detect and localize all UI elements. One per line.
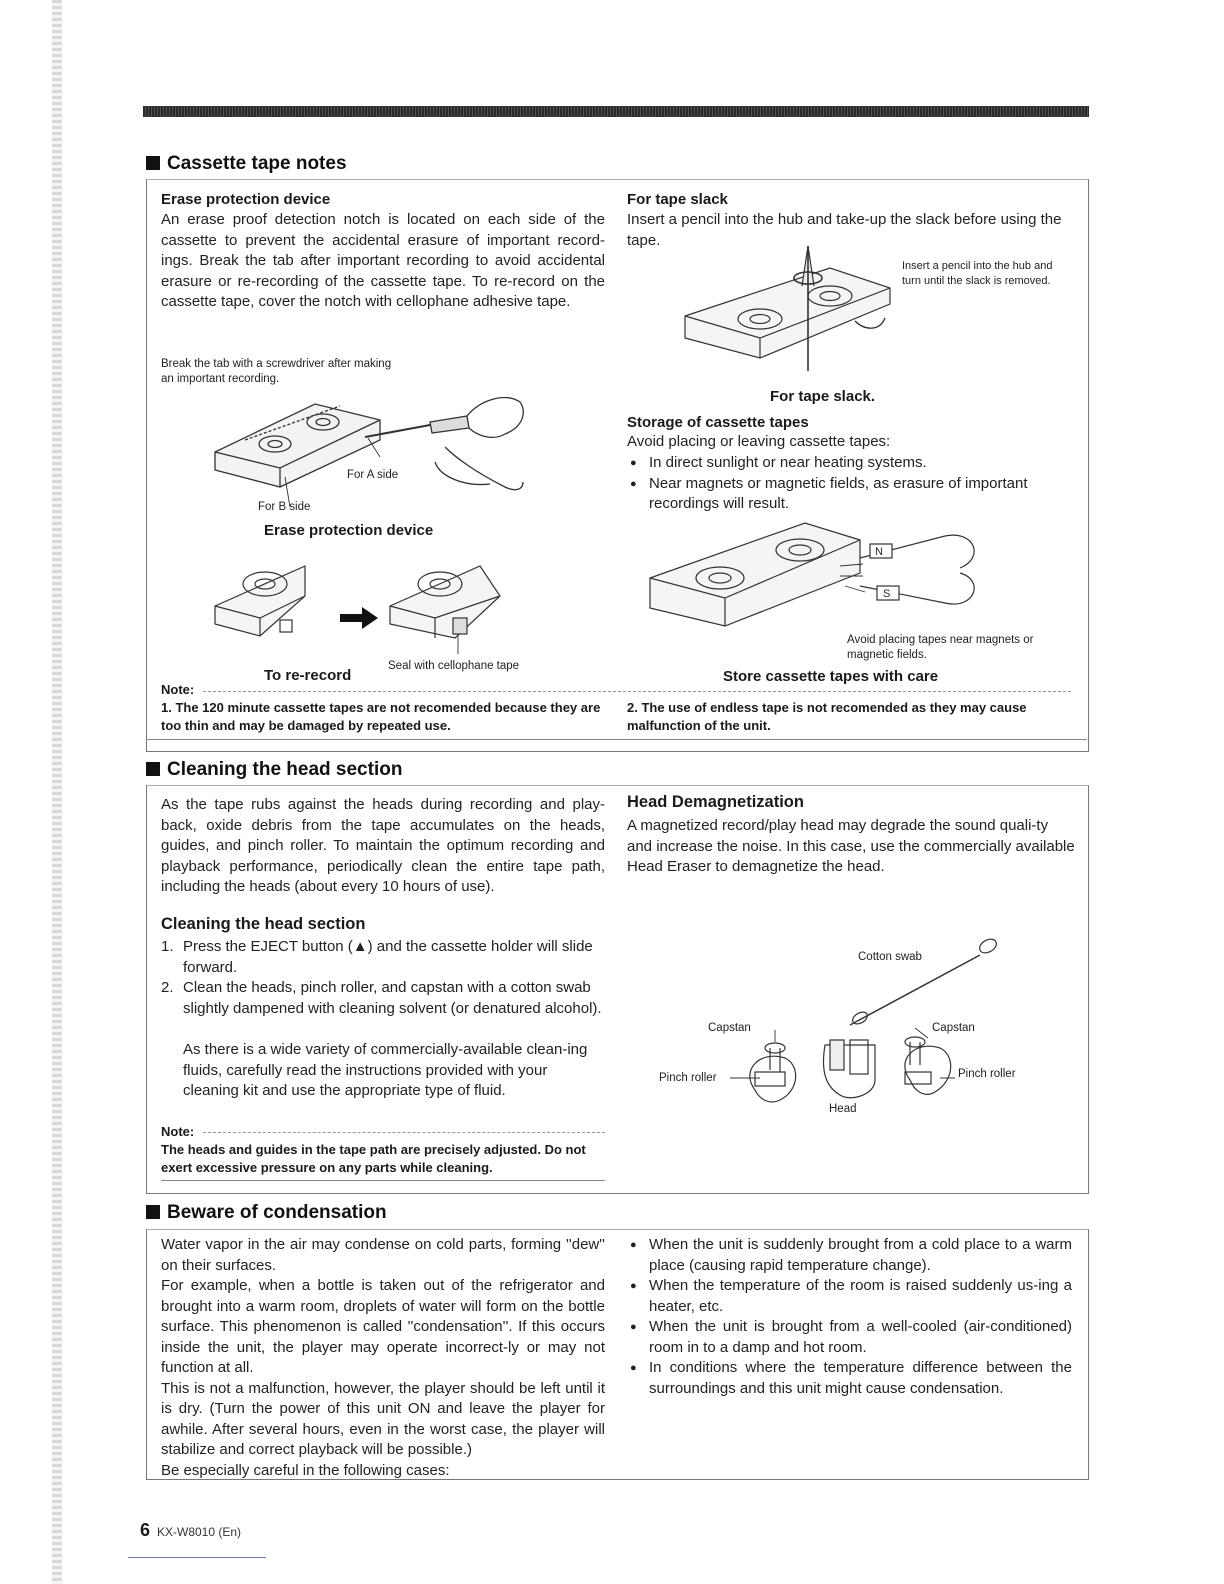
slack-illustration (680, 246, 910, 374)
erase-tab-illustration (205, 392, 535, 507)
condensation-para-1: Water vapor in the air may condense on cold parts, forming ''dew'' on their surfaces. (161, 1236, 605, 1274)
cleaning-extra: As there is a wide variety of commercially-available clean-ing fluids, carefully read the instructions provided with your cleaning kit and use the appropriate type of fluid. (183, 1041, 588, 1099)
condensation-para-2: For example, when a bottle is taken out of the refrigerator and brought into a warm room, droplets of water will form on the bottle surface. This phenomenon is called ''condensation''. If this occurs inside the unit, the player may operate incorrect-ly or may not function at all. (161, 1277, 605, 1376)
condensation-para-4: Be especially careful in the following cases: (161, 1461, 450, 1479)
slack-fig-title: For tape slack. (770, 388, 876, 405)
page-number: 6 (140, 1520, 151, 1540)
note-divider (203, 691, 1071, 692)
section-bullet-icon (146, 156, 160, 170)
step-1 (161, 937, 605, 978)
slack-text: Insert a pencil into the hub and take-up the slack before using the tape. (627, 211, 1062, 249)
model-number: KX-W8010 (En) (157, 1525, 242, 1539)
step-text: Press the EJECT button (▲) and the cassette holder will slide forward. (183, 938, 593, 976)
erase-fig-title: Erase protection device (264, 522, 434, 539)
condensation-para-3: This is not a malfunction, however, the player should be left until it is dry. (Turn the power of this unit ON and leave the player for awhile. After several hours, even in the worst case, the player will stabilize and correct playback will be possible.) (161, 1379, 605, 1458)
magnet-illustration (645, 518, 990, 633)
label-pinch-roller-right: Pinch roller (958, 1068, 1016, 1080)
scan-edge (52, 0, 62, 1584)
label-for-a-side: For A side (347, 469, 399, 481)
cleaning-note-text: The heads and guides in the tape path are precisely adjusted. Do not exert excessive pressure on any parts while cleaning. (161, 1142, 586, 1175)
note-bottom-rule (161, 1180, 605, 1181)
header-bar (143, 106, 1089, 117)
label-cotton-swab: Cotton swab (858, 951, 922, 963)
slack-fig-caption: Insert a pencil into the hub and turn until the slack is removed. (902, 260, 1053, 287)
erase-fig-caption: Break the tab with a screwdriver after making an important recording. (161, 358, 392, 385)
step-number: 1. (161, 938, 174, 955)
rerecord-illustration (210, 546, 510, 664)
condensation-list (627, 1235, 1072, 1399)
list-item: ● Near magnets or magnetic fields, as erasure of important recordings will result. (627, 474, 1075, 515)
erase-text: An erase proof detection notch is located on each side of the cassette to prevent the accidental erasure of important record-ings. Break the tab after important recording to avoid accidental erasure or re-recording of the cassette tape. To re-record on the cassette tape, cover the notch with cellophane adhesive tape. (161, 211, 605, 310)
list-item: ● In conditions where the temperature difference between the surroundings and this unit might cause condensation. (627, 1358, 1072, 1399)
label-for-b-side: For B side (258, 501, 311, 513)
step-text: Clean the heads, pinch roller, and capstan with a cotton swab slightly dampened with cleaning solvent (or denatured alcohol). (183, 979, 602, 1017)
section-title-cleaning (146, 759, 402, 781)
note-1: 1. The 120 minute cassette tapes are not recomended because they are too thin and may be damaged by repeated use. (161, 700, 601, 733)
erase-heading: Erase protection device (161, 191, 331, 208)
list-item: ● When the unit is brought from a well-cooled (air-conditioned) room in to a damp and hot room. (627, 1317, 1072, 1358)
section-title-text: Cassette tape notes (167, 153, 347, 174)
section-title-text: Cleaning the head section (167, 759, 403, 780)
list-item: ● When the unit is suddenly brought from a cold place to a warm place (causing rapid temperature change). (627, 1235, 1072, 1276)
demag-heading: Head Demagnetization (627, 793, 804, 811)
section-bullet-icon (146, 762, 160, 776)
slack-heading: For tape slack (627, 191, 728, 208)
arrow-right-icon (340, 607, 378, 629)
section-title-cassette (146, 153, 347, 175)
step-number: 2. (161, 979, 174, 996)
label-capstan-left: Capstan (708, 1022, 751, 1034)
storage-list (627, 453, 1075, 515)
label-pinch-roller-left: Pinch roller (659, 1072, 717, 1084)
note-2: 2. The use of endless tape is not recomended as they may cause malfunction of the unit. (627, 700, 1027, 733)
storage-fig-title: Store cassette tapes with care (723, 668, 939, 685)
step-2 (161, 978, 605, 1019)
section-title-text: Beware of condensation (167, 1202, 387, 1223)
footer-rule (128, 1557, 266, 1558)
note-divider (203, 1132, 605, 1133)
note-bottom-rule (146, 739, 1087, 740)
svg-text:N: N (875, 546, 883, 558)
storage-heading: Storage of cassette tapes (627, 414, 809, 431)
section-bullet-icon (146, 1205, 160, 1219)
list-item: ● In direct sunlight or near heating systems. (627, 453, 1075, 474)
section-title-condensation (146, 1202, 387, 1224)
svg-text:S: S (883, 588, 891, 600)
label-capstan-right: Capstan (932, 1022, 975, 1034)
note-label: Note: (161, 682, 195, 697)
cleaning-steps (161, 937, 605, 1019)
storage-fig-caption: Avoid placing tapes near magnets or magnetic fields. (847, 634, 1034, 661)
cleaning-intro: As the tape rubs against the heads during recording and play-back, oxide debris from the tape accumulates on the heads, guides, and pinch roller. To maintain the optimum recording and playback performance, periodically clean the entire tape path, including the heads (about every 10 hours of use). (161, 796, 605, 895)
cleaning-subheading: Cleaning the head section (161, 915, 366, 933)
label-head: Head (829, 1103, 857, 1115)
demag-text: A magnetized record/play head may degrade the sound quali-ty and increase the noise. In this case, use the commercially available Head Eraser to demagnetize the head. (627, 817, 1075, 875)
list-item: ● When the temperature of the room is raised suddenly us-ing a heater, etc. (627, 1276, 1072, 1317)
condensation-text (161, 1235, 605, 1481)
note-label: Note: (161, 1124, 195, 1139)
seal-label: Seal with cellophane tape (388, 660, 520, 672)
rerecord-label: To re-record (264, 667, 352, 684)
storage-intro: Avoid placing or leaving cassette tapes: (627, 433, 891, 450)
